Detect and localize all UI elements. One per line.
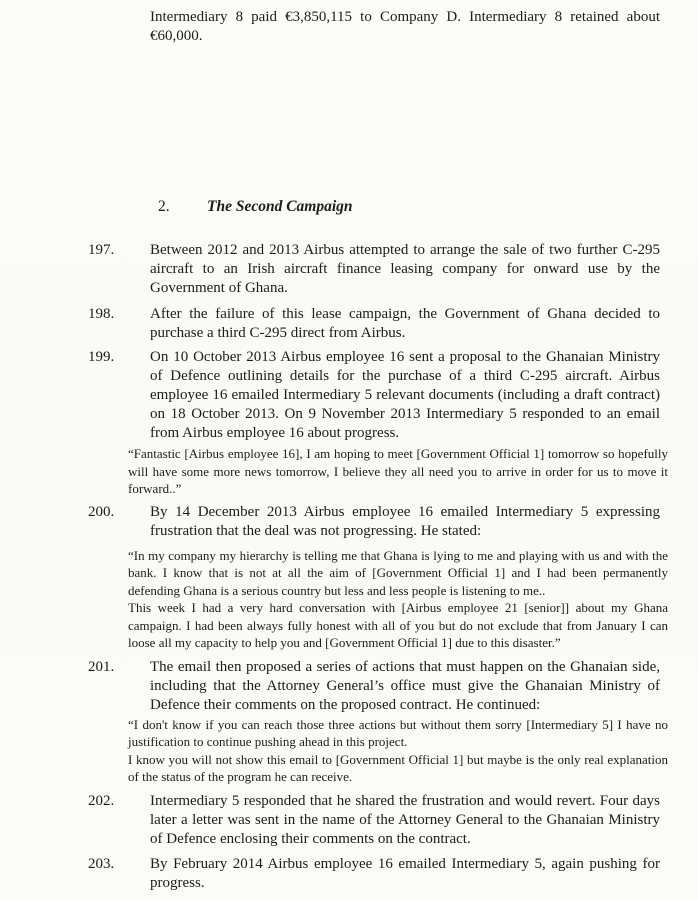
quote-block-201 [128,716,668,786]
paragraph-203 [88,855,660,893]
paragraph-202-text: Intermediary 5 responded that he shared the frustration and would revert. Four days later a letter was sent in the name of the Attorney General to the Ghanaian Ministry of Defence enclosing their comments on the contract. [150,792,660,847]
paragraph-200 [88,503,660,541]
paragraph-197 [88,241,660,298]
paragraph-202-number: 202. [88,792,115,809]
paragraph-201-number: 201. [88,658,115,675]
paragraph-198-number: 198. [88,306,115,322]
section-heading-title: The Second Campaign [207,198,353,215]
quote-block-199 [128,445,668,498]
paragraph-203-number: 203. [88,855,115,872]
paragraph-201-text: The email then proposed a series of actions that must happen on the Ghanaian side, including that the Attorney General’s office must give the Ghanaian Ministry of Defence their comments on the proposed contract. He continued: [150,658,660,713]
paragraph-199 [88,348,660,443]
paragraph-198 [88,305,660,343]
quote-201-paragraph-2: I know you will not show this email to [Government Official 1] but maybe is the only real explanation of the status of the program he can receive. [128,751,668,784]
quote-200-paragraph-1: “In my company my hierarchy is telling me that Ghana is lying to me and playing with us and with the bank. I know that is not at all the aim of [Government Official 1] and I had been permanently defending Ghana is a serious country but less and less people is listening to me.. [128,547,668,598]
paragraph-197-text: Between 2012 and 2013 Airbus attempted to arrange the sale of two further C-295 aircraft to an Irish aircraft finance leasing company for onward use by the Government of Ghana. [150,242,660,296]
paragraph-197-number: 197. [88,242,115,258]
quote-201-paragraph-1: “I don't know if you can reach those three actions but without them sorry [Intermediary 5] I have no justification to continue pushing ahead in this project. [128,716,668,749]
paragraph-199-number: 199. [88,349,115,365]
quote-200-paragraph-2: This week I had a very hard conversation with [Airbus employee 21 [senior]] about my Ghana campaign. I had been always fully honest with all of you but do not exclude that from January I can loose all my capacity to help you and [Government Official 1] due to this disaster.” [128,600,668,650]
section-heading [158,197,698,216]
section-heading-number: 2. [158,198,170,215]
paragraph-199-text: On 10 October 2013 Airbus employee 16 sent a proposal to the Ghanaian Ministry of Defence outlining details for the purchase of a third C-295 aircraft. Airbus employee 16 emailed Intermediary 5 relevant documents (including a draft contract) on 18 October 2013. On 9 November 2013 Intermediary 5 responded to an email from Airbus employee 16 about progress. [150,349,660,441]
paragraph-200-number: 200. [88,503,115,520]
quote-block-200 [128,547,668,652]
continuation-paragraph: Intermediary 8 paid €3,850,115 to Company D. Intermediary 8 retained about €60,000. [150,9,660,44]
paragraph-200-text: By 14 December 2013 Airbus employee 16 emailed Intermediary 5 expressing frustration that the deal was not progressing. He stated: [150,503,660,539]
quote-199-paragraph: “Fantastic [Airbus employee 16], I am hoping to meet [Government Official 1] tomorrow so hopefully will have some more news tomorrow, I believe they all need you to arrive in order for us to move it forward..” [128,446,668,496]
paragraph-203-text: By February 2014 Airbus employee 16 emailed Intermediary 5, again pushing for progress. [150,855,660,891]
paragraph-202 [88,792,660,849]
paragraph-198-text: After the failure of this lease campaign, the Government of Ghana decided to purchase a third C-295 direct from Airbus. [150,306,660,341]
paragraph-201 [88,658,660,715]
